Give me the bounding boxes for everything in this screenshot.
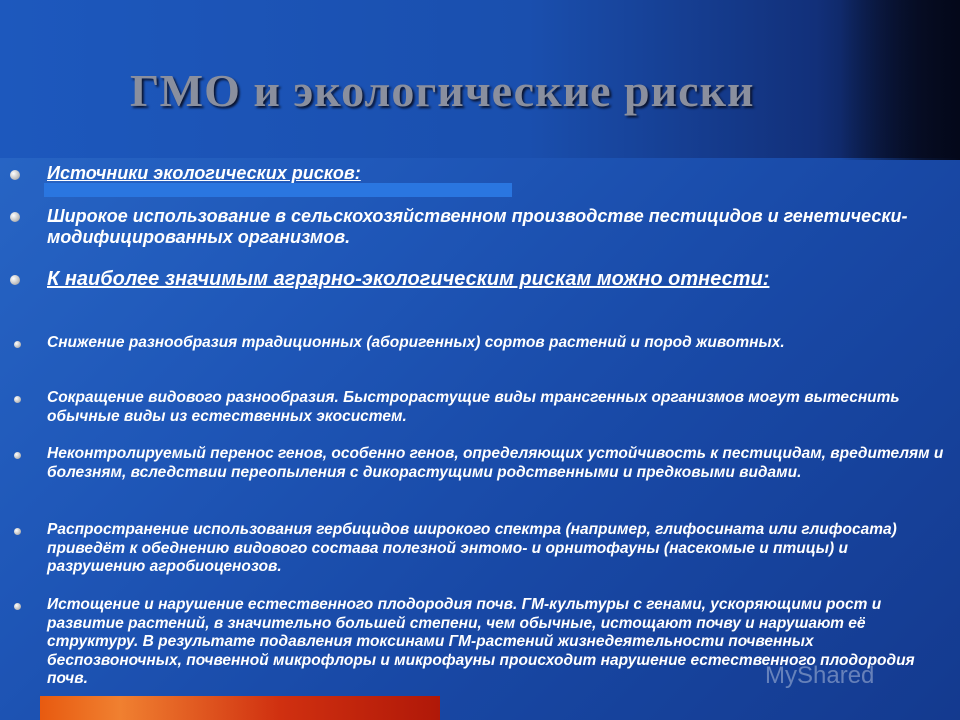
list-item: Широкое использование в сельскохозяйственном производстве пестицидов и генетически-модифицированных организмов. [47, 206, 908, 247]
slide-title: ГМО и экологические риски [130, 65, 755, 116]
list-item: Неконтролируемый перенос генов, особенно генов, определяющих устойчивость к пестицидам, вредителям и болезням, вследствии переопыления с дикорастущими родственными и предковыми видами. [47, 445, 944, 481]
bullet-icon [10, 170, 20, 180]
list-item: Распространение использования гербицидов широкого спектра (например, глифосината или глифосата) приведёт к обеднению видового состава полезной энтомо- и орнитофауны (насекомые и птицы) и разрушению агробиоценозов. [47, 521, 897, 576]
bullet-icon [14, 452, 21, 459]
list-item: Снижение разнообразия традиционных (аборигенных) сортов растений и пород животных. [47, 334, 785, 351]
list-item: Истощение и нарушение естественного плодородия почв. ГМ-культуры с генами, ускоряющими рост и развитие растений, в значительно большей степени, чем обычные, истощают почву и нарушают её структуру. В результате подавления токсинами ГМ-растений жизнедеятельности почвенных беспозвоночных, почвенной микрофлоры и микрофауны происходит нарушение естественного плодородия почв. [47, 596, 915, 688]
list-item: К наиболее значимым аграрно-экологическим рискам можно отнести: [47, 268, 770, 290]
watermark: MyShared [765, 662, 875, 689]
bullet-icon [14, 528, 21, 535]
bullet-icon [14, 603, 21, 610]
bullet-icon [14, 396, 21, 403]
bullet-icon [10, 275, 20, 285]
bullet-icon [14, 341, 21, 348]
list-item: Источники экологических рисков: [47, 163, 361, 183]
list-item: Сокращение видового разнообразия. Быстрорастущие виды трансгенных организмов могут вытеснить обычные виды из естественных экосистем. [47, 389, 900, 425]
bullet-icon [10, 212, 20, 222]
